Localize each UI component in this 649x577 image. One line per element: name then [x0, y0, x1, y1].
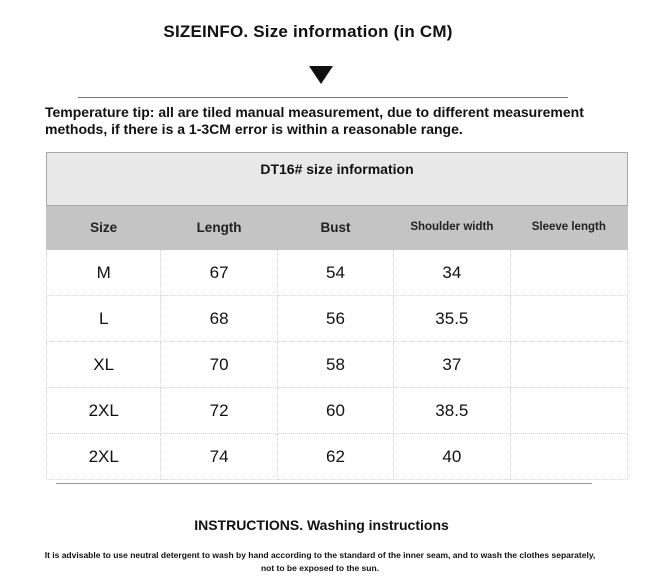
cell-shoulder: 35.5 [394, 296, 510, 342]
cell-size: XL [47, 342, 161, 388]
header-length: Length [161, 206, 277, 250]
cell-bust: 62 [277, 434, 393, 480]
cell-sleeve [510, 434, 627, 480]
down-triangle-icon [309, 66, 333, 84]
header-bust: Bust [277, 206, 393, 250]
page-title: SIZEINFO. Size information (in CM) [163, 22, 453, 41]
cell-length: 67 [161, 250, 277, 296]
cell-bust: 54 [277, 250, 393, 296]
cell-sleeve [510, 296, 627, 342]
table-row [47, 388, 628, 434]
cell-size: L [47, 296, 161, 342]
cell-bust: 56 [277, 296, 393, 342]
divider [56, 483, 592, 484]
cell-bust: 60 [277, 388, 393, 434]
cell-length: 68 [161, 296, 277, 342]
table-header-row [47, 206, 628, 250]
cell-length: 70 [161, 342, 277, 388]
size-table [46, 152, 628, 480]
instructions-title: INSTRUCTIONS. Washing instructions [194, 517, 449, 533]
cell-sleeve [510, 342, 627, 388]
header-sleeve-length: Sleeve length [510, 206, 627, 250]
cell-bust: 58 [277, 342, 393, 388]
cell-sleeve [510, 250, 627, 296]
cell-length: 72 [161, 388, 277, 434]
table-caption: DT16# size information [47, 153, 628, 206]
cell-sleeve [510, 388, 627, 434]
table-row [47, 250, 628, 296]
table-row [47, 342, 628, 388]
measurement-tip: Temperature tip: all are tiled manual measurement, due to different measurement methods, if there is a 1-3CM error is within a reasonable range. [45, 104, 584, 137]
cell-size: M [47, 250, 161, 296]
cell-length: 74 [161, 434, 277, 480]
cell-size: 2XL [47, 434, 161, 480]
cell-shoulder: 38.5 [394, 388, 510, 434]
cell-shoulder: 40 [394, 434, 510, 480]
cell-shoulder: 34 [394, 250, 510, 296]
cell-shoulder: 37 [394, 342, 510, 388]
header-size: Size [47, 206, 161, 250]
divider [78, 97, 568, 98]
instructions-text: It is advisable to use neutral detergent to wash by hand according to the standard of the inner seam, and to wash the clothes separately, not to be exposed to the sun. [44, 550, 596, 573]
cell-size: 2XL [47, 388, 161, 434]
header-shoulder-width: Shoulder width [394, 206, 510, 250]
table-row [47, 434, 628, 480]
table-row [47, 296, 628, 342]
